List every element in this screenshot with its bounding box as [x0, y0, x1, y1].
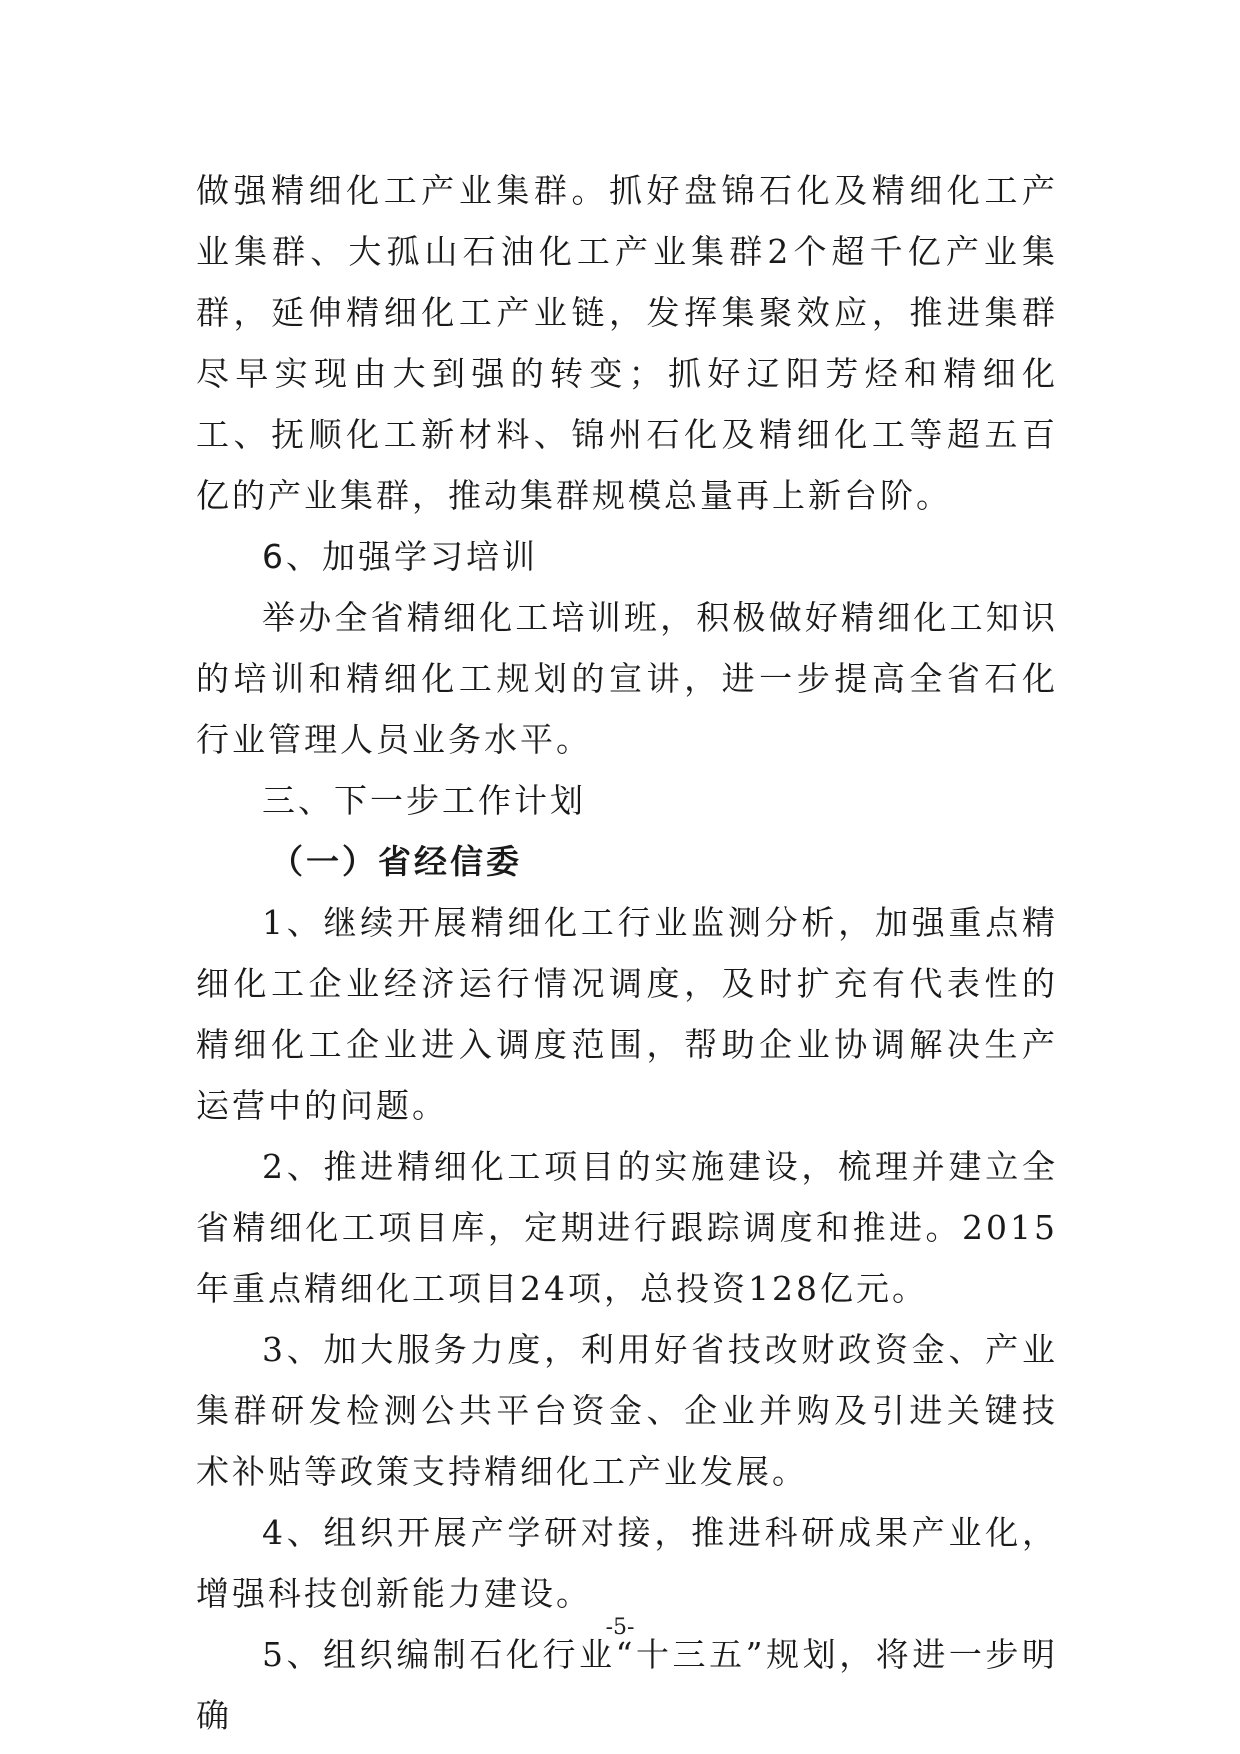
heading-next-steps: 三、下一步工作计划: [262, 781, 586, 820]
paragraph-item-4: 4、组织开展产学研对接，推进科研成果产业化，增强科技创新能力建设。: [196, 1513, 1058, 1613]
paragraph-industry-clusters: 做强精细化工产业集群。抓好盘锦石化及精细化工产业集群、大孤山石油化工产业集群2个超千亿产业集群，延伸精细化工产业链，发挥集聚效应，推进集群尽早实现由大到强的转变；抓好辽阳芳烃和精细化工、抚顺化工新材料、锦州石化及精细化工等超五百亿的产业集群，推动集群规模总量再上新台阶。: [196, 171, 1058, 515]
paragraph-training: 举办全省精细化工培训班，积极做好精细化工知识的培训和精细化工规划的宣讲，进一步提高全省石化行业管理人员业务水平。: [196, 598, 1058, 759]
paragraph-item-2: 2、推进精细化工项目的实施建设，梳理并建立全省精细化工项目库，定期进行跟踪调度和推进。2015年重点精细化工项目24项，总投资128亿元。: [196, 1147, 1058, 1308]
paragraph-item-3: 3、加大服务力度，利用好省技改财政资金、产业集群研发检测公共平台资金、企业并购及引进关键技术补贴等政策支持精细化工产业发展。: [196, 1330, 1058, 1491]
paragraph-item-1: 1、继续开展精细化工行业监测分析，加强重点精细化工企业经济运行情况调度，及时扩充有代表性的精细化工企业进入调度范围，帮助企业协调解决生产运营中的问题。: [196, 903, 1058, 1125]
document-body: [196, 160, 1058, 1746]
heading-strengthen-training: 6、加强学习培训: [262, 537, 538, 576]
page-number: -5-: [605, 1615, 635, 1640]
paragraph-item-5: 5、组织编制石化行业“十三五”规划，将进一步明确: [196, 1635, 1058, 1735]
subheading-provincial-commission: （一）省经信委: [270, 842, 522, 881]
